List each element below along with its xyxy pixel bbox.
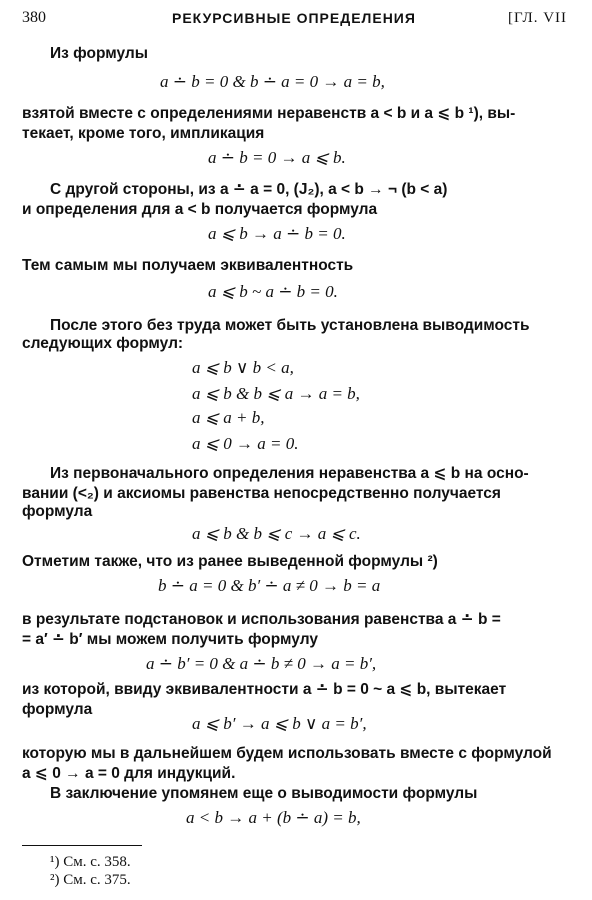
formula: a ⩽ b ∨ b < a, [192, 358, 294, 377]
chapter-label: [ГЛ. VII [508, 10, 568, 26]
paragraph-line: = a′ ∸ b′ мы можем получить формулу [22, 631, 318, 648]
formula: a ⩽ a + b, [192, 408, 265, 427]
formula: a ⩽ b → a ∸ b = 0. [208, 224, 346, 243]
formula: a ∸ b = 0 & b ∸ a = 0 → a = b, [160, 72, 385, 91]
paragraph-line: формула [22, 701, 93, 718]
paragraph-line: a ⩽ 0 → a = 0 для индукций. [22, 765, 236, 782]
paragraph-line: Из формулы [50, 45, 149, 62]
formula: a < b → a + (b ∸ a) = b, [186, 808, 361, 827]
paragraph-line: формула [22, 503, 93, 520]
paragraph-line: После этого без труда может быть установлена выводимость [50, 317, 530, 334]
paragraph-line: которую мы в дальнейшем будем использовать вместе с формулой [22, 745, 552, 762]
paragraph-line: текает, кроме того, импликация [22, 125, 265, 142]
formula: a ⩽ 0 → a = 0. [192, 434, 299, 453]
formula: a ⩽ b′ → a ⩽ b ∨ a = b′, [192, 714, 367, 733]
paragraph-line: взятой вместе с определениями неравенств a < b и a ⩽ b ¹), вы- [22, 105, 516, 122]
formula: a ⩽ b & b ⩽ c → a ⩽ c. [192, 524, 361, 543]
paragraph-line: и определения для a < b получается формула [22, 201, 378, 218]
paragraph-line: в результате подстановок и использования равенства a ∸ b = [22, 611, 501, 628]
paragraph-line: Из первоначального определения неравенства a ⩽ b на осно- [50, 465, 529, 482]
page-number: 380 [22, 9, 46, 26]
formula: a ⩽ b ~ a ∸ b = 0. [208, 282, 338, 301]
running-title: РЕКУРСИВНЫЕ ОПРЕДЕЛЕНИЯ [172, 10, 416, 26]
formula: a ∸ b′ = 0 & a ∸ b ≠ 0 → a = b′, [146, 654, 377, 673]
footnote-1: ¹) См. с. 358. [50, 854, 131, 870]
paragraph-line: С другой стороны, из a ∸ a = 0, (J₂), a < b → ¬ (b < a) [50, 181, 448, 198]
paragraph-line: вании (<₂) и аксиомы равенства непосредственно получается [22, 485, 501, 502]
formula: a ⩽ b & b ⩽ a → a = b, [192, 384, 360, 403]
paragraph-line: следующих формул: [22, 335, 184, 352]
footnote-rule [22, 845, 142, 846]
paragraph-line: Отметим также, что из ранее выведенной формулы ²) [22, 553, 438, 570]
formula: a ∸ b = 0 → a ⩽ b. [208, 148, 346, 167]
footnote-2: ²) См. с. 375. [50, 872, 131, 888]
paragraph-line: Тем самым мы получаем эквивалентность [22, 257, 354, 274]
formula: b ∸ a = 0 & b′ ∸ a ≠ 0 → b = a [158, 576, 381, 595]
paragraph-line: из которой, ввиду эквивалентности a ∸ b = 0 ~ a ⩽ b, вытекает [22, 681, 507, 698]
paragraph-line: В заключение упомянем еще о выводимости формулы [50, 785, 478, 802]
